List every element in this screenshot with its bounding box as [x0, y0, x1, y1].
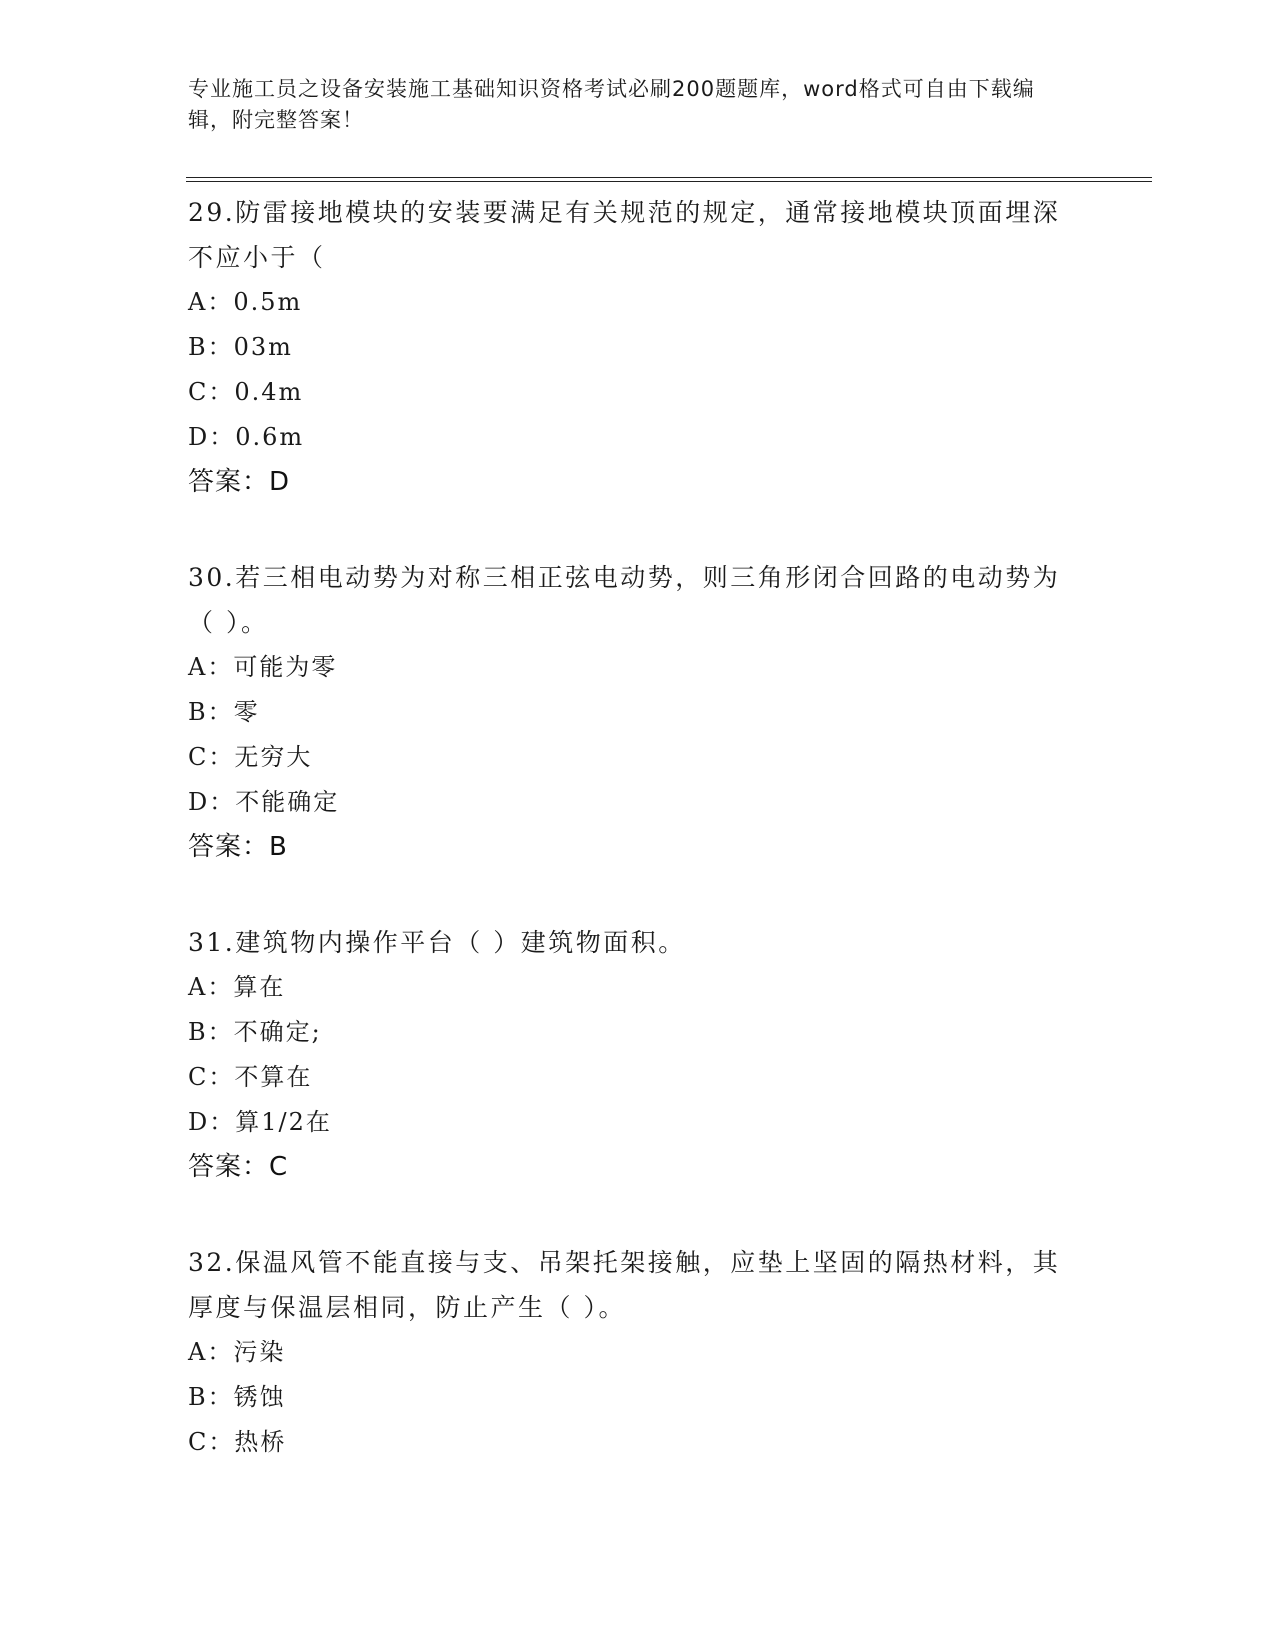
option-b: B：零	[188, 698, 260, 726]
option-b: B：不确定;	[188, 1018, 322, 1046]
document-header: 专业施工员之设备安装施工基础知识资格考试必刷200题题库，word格式可自由下载编辑，附完整答案！	[188, 77, 1035, 132]
option-a: A：污染	[188, 1338, 286, 1366]
option-a: A：可能为零	[188, 653, 338, 681]
option-d: D：0.6m	[188, 423, 305, 451]
option-c: C：0.4m	[188, 378, 304, 406]
option-a: A：0.5m	[188, 288, 303, 316]
option-c: C：无穷大	[188, 743, 313, 771]
answer: 答案：B	[188, 832, 288, 862]
option-d: D：不能确定	[188, 788, 340, 816]
question-stem: 31.建筑物内操作平台（ ）建筑物面积。	[188, 928, 686, 957]
option-c: C：热桥	[188, 1428, 287, 1456]
option-d: D：算1/2在	[188, 1108, 332, 1136]
option-b: B：锈蚀	[188, 1383, 286, 1411]
question-stem: 32.保温风管不能直接与支、吊架托架接触，应垫上坚固的隔热材料，其厚度与保温层相同，防止产生（ ）。	[188, 1248, 1061, 1322]
question-30	[188, 555, 1088, 870]
question-32	[188, 1240, 1088, 1465]
option-a: A：算在	[188, 973, 286, 1001]
question-stem: 30.若三相电动势为对称三相正弦电动势，则三角形闭合回路的电动势为（ ）。	[188, 563, 1061, 637]
answer: 答案：D	[188, 467, 291, 497]
question-list	[188, 190, 1088, 1515]
question-31	[188, 920, 1088, 1190]
question-29	[188, 190, 1088, 505]
option-c: C：不算在	[188, 1063, 313, 1091]
question-stem: 29.防雷接地模块的安装要满足有关规范的规定，通常接地模块顶面埋深不应小于（	[188, 198, 1061, 272]
header-divider	[186, 177, 1152, 182]
answer: 答案：C	[188, 1152, 289, 1182]
option-b: B：03m	[188, 333, 293, 361]
